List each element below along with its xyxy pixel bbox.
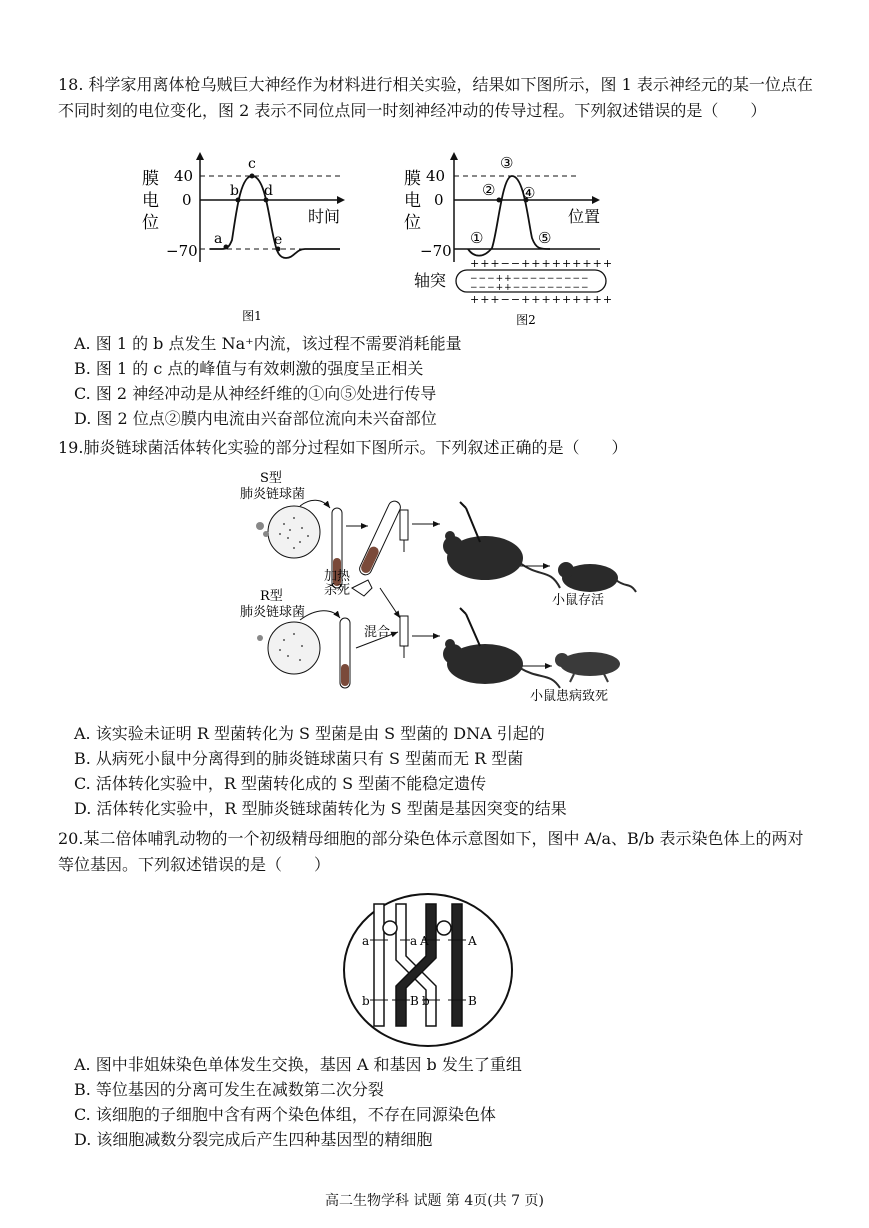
fig2-ylabel-2: 电 bbox=[404, 191, 421, 211]
fig2-xlabel: 位置 bbox=[568, 207, 601, 226]
fig1-tick-40: 40 bbox=[174, 167, 194, 185]
mouse-injected-mix bbox=[443, 639, 560, 688]
fig2-label-4: ④ bbox=[522, 184, 536, 202]
q18-option-b[interactable]: B. 图 1 的 c 点的峰值与有效刺激的强度呈正相关 bbox=[74, 359, 424, 378]
q18-figure-1 bbox=[140, 150, 360, 330]
q19-option-c[interactable]: C. 活体转化实验中，R 型菌转化成的 S 型菌不能稳定遗传 bbox=[74, 774, 487, 793]
s-type-label-2: 肺炎链球菌 bbox=[240, 487, 306, 502]
q18-option-c[interactable]: C. 图 2 神经冲动是从神经纤维的①向⑤处进行传导 bbox=[74, 384, 437, 403]
fig2-label-3: ③ bbox=[500, 154, 514, 172]
q19-stem: 19.肺炎链球菌活体转化实验的部分过程如下图所示。下列叙述正确的是（ ） bbox=[58, 438, 628, 457]
mouse-dead bbox=[555, 652, 620, 682]
q19-option-a[interactable]: A. 该实验未证明 R 型菌转化为 S 型菌是由 S 型菌的 DNA 引起的 bbox=[74, 724, 545, 743]
heat-label-1: 加热 bbox=[324, 569, 351, 584]
gene-B-right: B bbox=[468, 994, 477, 1008]
fig2-tick-m70: −70 bbox=[420, 242, 452, 260]
gene-b-mid: b bbox=[422, 994, 430, 1008]
mouse-dead-label: 小鼠患病致死 bbox=[530, 689, 609, 704]
fig2-bot-inner: −−−++−−−−−−−−− bbox=[470, 283, 590, 293]
fig1-label-c: c bbox=[248, 156, 256, 172]
fig1-tick-0: 0 bbox=[182, 191, 192, 209]
fig2-point-2 bbox=[497, 198, 502, 203]
fig2-y-arrow bbox=[450, 152, 458, 160]
syringe-needle-2 bbox=[466, 614, 480, 646]
fig2-x-arrow bbox=[592, 196, 600, 204]
gene-A-mid: A bbox=[420, 934, 429, 948]
r-transfer-arrow bbox=[300, 611, 340, 620]
q18-option-a[interactable]: A. 图 1 的 b 点发生 Na⁺内流，该过程不需要消耗能量 bbox=[74, 334, 462, 353]
mix-label: 混合 bbox=[364, 625, 391, 640]
fig1-label-d: d bbox=[264, 183, 273, 199]
s-type-colony bbox=[256, 522, 264, 530]
gene-a-left: a bbox=[362, 934, 370, 948]
gene-B-mid: B bbox=[410, 994, 419, 1008]
syringe-1 bbox=[400, 510, 408, 540]
fig2-tick-0: 0 bbox=[434, 191, 444, 209]
mouse-injected-s-heated bbox=[443, 531, 560, 588]
q19-option-d[interactable]: D. 活体转化实验中，R 型肺炎链球菌转化为 S 型菌是基因突变的结果 bbox=[74, 799, 567, 818]
s-type-label-1: S型 bbox=[260, 471, 282, 486]
heat-label-2: 杀死 bbox=[324, 583, 351, 598]
burner bbox=[352, 580, 372, 596]
mouse-alive-label: 小鼠存活 bbox=[552, 593, 605, 608]
r-type-dish bbox=[268, 622, 320, 674]
gene-A-right: A bbox=[468, 934, 477, 948]
fig1-label-b: b bbox=[230, 183, 239, 199]
fig2-label-5: ⑤ bbox=[538, 229, 552, 247]
fig2-ylabel-3: 位 bbox=[404, 213, 421, 233]
q20-option-a[interactable]: A. 图中非姐妹染色单体发生交换，基因 A 和基因 b 发生了重组 bbox=[74, 1055, 522, 1074]
chromatid-black-2 bbox=[452, 904, 462, 1026]
q19-option-b[interactable]: B. 从病死小鼠中分离得到的肺炎链球菌只有 S 型菌而无 R 型菌 bbox=[74, 749, 524, 768]
fig1-label-e: e bbox=[274, 232, 283, 248]
chromatid-white-1 bbox=[374, 904, 384, 1026]
mouse-alive bbox=[558, 562, 636, 592]
q20-option-d[interactable]: D. 该细胞减数分裂完成后产生四种基因型的精细胞 bbox=[74, 1130, 433, 1149]
fig1-tick-m70: −70 bbox=[166, 242, 198, 260]
fig1-caption: 图1 bbox=[242, 309, 262, 323]
q20-option-c[interactable]: C. 该细胞的子细胞中含有两个染色体组，不存在同源染色体 bbox=[74, 1105, 496, 1124]
q18-figure-2 bbox=[400, 150, 620, 330]
syringe-needle-1 bbox=[466, 508, 480, 542]
fig1-label-a: a bbox=[214, 231, 223, 247]
fig2-tick-40: 40 bbox=[426, 167, 446, 185]
fig2-ylabel-1: 膜 bbox=[404, 169, 421, 189]
fig2-caption: 图2 bbox=[516, 313, 536, 327]
heating-tube bbox=[358, 499, 403, 577]
q20-stem: 20.某二倍体哺乳动物的一个初级精母细胞的部分染色体示意图如下，图中 A/a、B/b 表示染色体上的两对等位基因。下列叙述错误的是（ ） bbox=[58, 829, 804, 874]
q18-option-d[interactable]: D. 图 2 位点②膜内电流由兴奋部位流向未兴奋部位 bbox=[74, 409, 437, 428]
fig1-xlabel: 时间 bbox=[308, 207, 341, 226]
q19-figure bbox=[240, 468, 640, 708]
fig2-top-inner: −−−++−−−−−−−−− bbox=[470, 274, 590, 284]
fig2-bot-signs: +++−−+++++++++ bbox=[470, 293, 614, 306]
fig2-top-signs: +++−−+++++++++ bbox=[470, 257, 614, 270]
fig1-ylabel-3: 位 bbox=[142, 213, 159, 233]
r-type-colony bbox=[257, 635, 263, 641]
centromere-black bbox=[437, 921, 451, 935]
fig1-ylabel-2: 电 bbox=[142, 191, 159, 211]
fig1-x-arrow bbox=[337, 196, 345, 204]
q20-chromosome-figure bbox=[340, 890, 520, 1050]
q18-stem: 18. 科学家用离体枪乌贼巨大神经作为材料进行相关实验，结果如下图所示，图 1 表示神经元的某一位点在不同时刻的电位变化，图 2 表示不同位点同一时刻神经冲动的传导过程。下列叙述错误的是（ ） bbox=[58, 75, 813, 120]
fig2-axon-label: 轴突 bbox=[414, 271, 447, 290]
page-footer: 高二生物学科 试题 第 4页(共 7 页) bbox=[325, 1193, 544, 1209]
centromere-white bbox=[383, 921, 397, 935]
gene-a-mid: a bbox=[410, 934, 418, 948]
gene-b-left: b bbox=[362, 994, 370, 1008]
q20-option-b[interactable]: B. 等位基因的分离可发生在减数第二次分裂 bbox=[74, 1080, 384, 1099]
fig2-label-1: ① bbox=[470, 229, 484, 247]
fig1-ylabel-1: 膜 bbox=[142, 169, 159, 189]
r-type-label-2: 肺炎链球菌 bbox=[240, 605, 306, 620]
fig1-y-arrow bbox=[196, 152, 204, 160]
r-type-label-1: R型 bbox=[260, 589, 283, 604]
s-type-dish bbox=[268, 506, 320, 558]
fig2-label-2: ② bbox=[482, 181, 496, 199]
fig1-point-a bbox=[224, 245, 229, 250]
fig1-point-c bbox=[250, 174, 255, 179]
syringe-2 bbox=[400, 616, 408, 646]
